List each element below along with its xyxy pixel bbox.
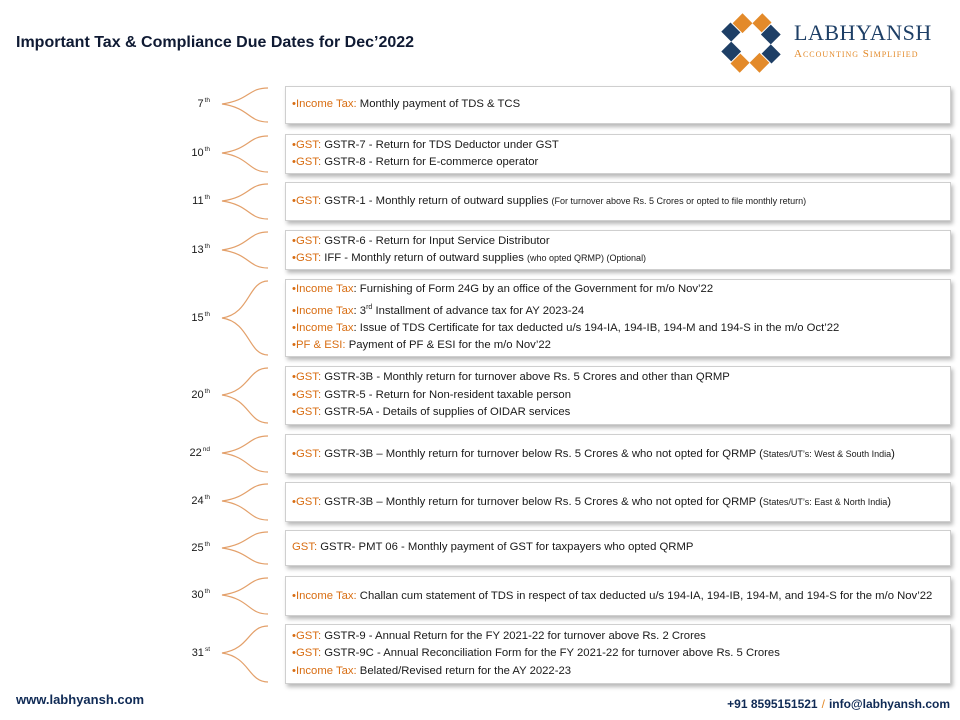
compliance-note: States/UT’s: West & South India bbox=[762, 449, 892, 459]
compliance-item bbox=[292, 281, 944, 299]
compliance-category: GST: bbox=[295, 406, 322, 419]
compliance-category: GST: bbox=[295, 647, 322, 660]
due-date-suffix: th bbox=[204, 541, 210, 548]
due-date-day: 30 bbox=[191, 589, 204, 601]
compliance-item bbox=[292, 137, 944, 155]
compliance-category: Income Tax: bbox=[295, 590, 357, 602]
compliance-item bbox=[292, 154, 944, 172]
due-date-suffix: th bbox=[204, 388, 210, 395]
compliance-text: : Issue of TDS Certificate for tax deducted u/s 194-IA, 194-IB, 194-M and 194-S in the m/o Oct’22 bbox=[353, 321, 840, 334]
timeline-brace bbox=[222, 532, 268, 564]
timeline-brace bbox=[222, 626, 268, 682]
bullet-icon: • bbox=[292, 234, 296, 247]
due-date-suffix: nd bbox=[202, 446, 210, 453]
due-date-label bbox=[150, 312, 210, 324]
bullet-icon: • bbox=[292, 496, 296, 508]
compliance-item bbox=[292, 96, 944, 114]
bullet-icon: • bbox=[292, 98, 296, 111]
compliance-category: GST: bbox=[295, 448, 322, 460]
due-date-card bbox=[285, 482, 951, 522]
bullet-icon: • bbox=[292, 339, 296, 352]
bullet-icon: • bbox=[292, 283, 296, 296]
compliance-text: GSTR-9C - Annual Reconciliation Form for the FY 2021-22 for turnover above Rs. 5 Crores bbox=[321, 647, 780, 660]
compliance-item bbox=[292, 250, 944, 268]
compliance-item bbox=[292, 645, 944, 663]
compliance-text: Payment of PF & ESI for the m/o Nov’22 bbox=[345, 339, 551, 352]
timeline-brace bbox=[222, 281, 268, 355]
compliance-category: GST: bbox=[295, 252, 322, 264]
due-date-card bbox=[285, 366, 951, 425]
brand-tagline: Accounting Simplified bbox=[794, 48, 919, 60]
bullet-icon: • bbox=[292, 629, 296, 642]
compliance-category: GST: bbox=[295, 194, 322, 207]
due-date-card bbox=[285, 576, 951, 616]
due-date-label bbox=[150, 447, 210, 459]
due-date-card bbox=[285, 279, 951, 357]
due-date-suffix: th bbox=[204, 588, 210, 595]
compliance-category: GST: bbox=[295, 496, 322, 508]
compliance-item bbox=[292, 588, 944, 604]
bullet-icon: • bbox=[292, 194, 296, 207]
due-date-suffix: st bbox=[204, 646, 210, 653]
compliance-text: Challan cum statement of TDS in respect of tax deducted u/s 194-IA, 194-IB, 194-M, and 194-S for the m/o Nov’22 bbox=[356, 590, 933, 602]
compliance-item bbox=[292, 494, 944, 510]
bullet-icon: • bbox=[292, 156, 296, 168]
compliance-item bbox=[292, 404, 944, 422]
compliance-text: GSTR-1 - Monthly return of outward supplies bbox=[321, 194, 552, 207]
compliance-category: Income Tax bbox=[295, 283, 354, 296]
due-date-label bbox=[150, 647, 210, 659]
due-date-label bbox=[150, 542, 210, 554]
due-date-label bbox=[150, 389, 210, 401]
bullet-icon: • bbox=[292, 138, 296, 151]
compliance-item bbox=[292, 446, 944, 462]
due-date-day: 7 bbox=[197, 98, 204, 110]
compliance-category: Income Tax: bbox=[295, 98, 357, 111]
compliance-text: GSTR-8 - Return for E-commerce operator bbox=[321, 156, 539, 168]
bullet-icon: • bbox=[292, 647, 296, 660]
timeline-brace bbox=[222, 232, 268, 268]
compliance-text: IFF - Monthly return of outward supplies bbox=[321, 252, 528, 264]
due-date-label bbox=[150, 495, 210, 507]
due-date-suffix: th bbox=[204, 494, 210, 501]
due-date-suffix: th bbox=[204, 97, 210, 104]
compliance-item bbox=[292, 299, 944, 320]
compliance-text: GSTR-6 - Return for Input Service Distributor bbox=[321, 234, 550, 247]
due-date-day: 11 bbox=[192, 195, 204, 207]
ordinal-suffix: rd bbox=[366, 303, 373, 311]
due-date-label bbox=[150, 98, 210, 110]
timeline-brace bbox=[222, 136, 268, 172]
due-date-suffix: th bbox=[204, 146, 210, 153]
due-date-day: 31 bbox=[191, 647, 204, 659]
compliance-item bbox=[292, 193, 944, 211]
compliance-category: GST: bbox=[295, 138, 322, 151]
due-date-card bbox=[285, 86, 951, 124]
due-date-day: 15 bbox=[191, 312, 204, 324]
compliance-text: GSTR-5 - Return for Non-resident taxable person bbox=[321, 388, 571, 401]
compliance-item bbox=[292, 337, 944, 355]
due-date-day: 24 bbox=[191, 495, 204, 507]
bullet-icon: • bbox=[292, 304, 296, 317]
contact-info bbox=[727, 697, 950, 711]
due-date-label bbox=[150, 244, 210, 256]
due-date-day: 20 bbox=[191, 389, 204, 401]
due-date-card bbox=[285, 134, 951, 174]
compliance-item bbox=[292, 387, 944, 405]
due-date-day: 22 bbox=[189, 447, 202, 459]
compliance-item bbox=[292, 320, 944, 338]
compliance-text: Monthly payment of TDS & TCS bbox=[356, 98, 521, 111]
compliance-text: Belated/Revised return for the AY 2022-23 bbox=[356, 664, 572, 677]
timeline-brace bbox=[222, 484, 268, 520]
compliance-category: Income Tax bbox=[295, 304, 354, 317]
timeline-brace bbox=[222, 368, 268, 423]
due-date-card bbox=[285, 230, 951, 270]
page-title: Important Tax & Compliance Due Dates for Dec’2022 bbox=[16, 34, 415, 51]
compliance-text: GSTR-9 - Annual Return for the FY 2021-22 for turnover above Rs. 2 Crores bbox=[321, 629, 706, 642]
compliance-category: GST: bbox=[295, 156, 322, 168]
compliance-text: : 3 bbox=[353, 304, 367, 317]
compliance-category: GST: bbox=[295, 371, 322, 384]
compliance-item bbox=[292, 663, 944, 681]
timeline-brace bbox=[222, 436, 268, 472]
due-date-card bbox=[285, 624, 951, 684]
website-link[interactable]: www.labhyansh.com bbox=[16, 692, 145, 707]
due-date-label bbox=[150, 589, 210, 601]
bullet-icon: • bbox=[292, 321, 296, 334]
compliance-category: GST: bbox=[295, 234, 322, 247]
compliance-text: GSTR-7 - Return for TDS Deductor under GST bbox=[321, 138, 559, 151]
due-date-suffix: th bbox=[204, 311, 210, 318]
compliance-category: Income Tax: bbox=[295, 664, 357, 677]
compliance-text: GSTR- PMT 06 - Monthly payment of GST for taxpayers who opted QRMP bbox=[317, 541, 694, 554]
bullet-icon: • bbox=[292, 388, 296, 401]
brand-name: LABHYANSH bbox=[794, 20, 932, 45]
due-date-label bbox=[150, 147, 210, 159]
compliance-category: GST: bbox=[295, 388, 322, 401]
compliance-category: Income Tax bbox=[295, 321, 354, 334]
compliance-text-continued: ) bbox=[887, 496, 892, 508]
bullet-icon: • bbox=[292, 448, 296, 460]
compliance-category: GST: bbox=[292, 541, 318, 554]
timeline-brace bbox=[222, 88, 268, 122]
due-date-suffix: th bbox=[204, 194, 210, 201]
bullet-icon: • bbox=[292, 590, 296, 602]
bullet-icon: • bbox=[292, 406, 296, 419]
compliance-item bbox=[292, 233, 944, 251]
compliance-item bbox=[292, 539, 944, 557]
timeline-brace bbox=[222, 578, 268, 614]
due-date-card bbox=[285, 530, 951, 566]
compliance-text: GSTR-3B – Monthly return for turnover below Rs. 5 Crores & who not opted for QRMP ( bbox=[321, 448, 763, 460]
bullet-icon: • bbox=[292, 371, 296, 384]
due-date-day: 10 bbox=[191, 147, 204, 159]
compliance-text: GSTR-3B – Monthly return for turnover below Rs. 5 Crores & who not opted for QRMP ( bbox=[321, 496, 763, 508]
due-date-card bbox=[285, 182, 951, 221]
compliance-text: : Furnishing of Form 24G by an office of the Government for m/o Nov’22 bbox=[353, 283, 714, 296]
compliance-category: PF & ESI: bbox=[295, 339, 346, 352]
compliance-text-continued: Installment of advance tax for AY 2023-24 bbox=[372, 304, 585, 317]
compliance-note: States/UT’s: East & North India bbox=[762, 497, 888, 507]
email-link[interactable]: info@labhyansh.com bbox=[828, 697, 950, 711]
contact-separator: / bbox=[821, 697, 825, 711]
compliance-item bbox=[292, 628, 944, 646]
compliance-text: GSTR-3B - Monthly return for turnover above Rs. 5 Crores and other than QRMP bbox=[321, 371, 730, 384]
compliance-text: GSTR-5A - Details of supplies of OIDAR services bbox=[321, 406, 571, 419]
due-date-suffix: th bbox=[204, 243, 210, 250]
compliance-category: GST: bbox=[295, 629, 322, 642]
due-date-card bbox=[285, 434, 951, 474]
compliance-note: (For turnover above Rs. 5 Crores or opted to file monthly return) bbox=[551, 195, 807, 206]
due-date-label bbox=[150, 195, 210, 207]
bullet-icon: • bbox=[292, 664, 296, 677]
timeline-brace bbox=[222, 184, 268, 219]
phone-number[interactable]: +91 8595151521 bbox=[727, 697, 818, 711]
bullet-icon: • bbox=[292, 252, 296, 264]
due-date-day: 13 bbox=[191, 244, 204, 256]
due-date-day: 25 bbox=[191, 542, 204, 554]
compliance-text-continued: ) bbox=[891, 448, 895, 460]
compliance-item bbox=[292, 369, 944, 387]
compliance-note: (who opted QRMP) (Optional) bbox=[527, 253, 647, 263]
